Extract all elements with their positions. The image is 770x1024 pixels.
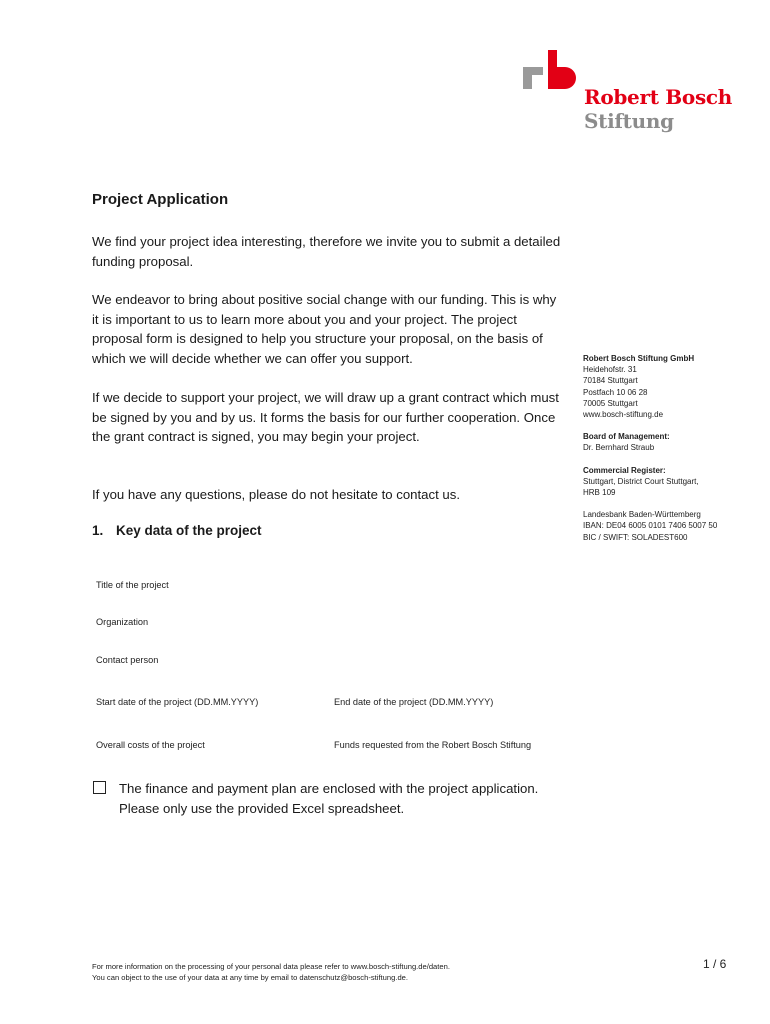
website-text: www.bosch-stiftung.de <box>583 410 664 420</box>
foundation-logo <box>521 50 736 135</box>
logo-name: Robert Bosch <box>584 85 733 109</box>
register-label: Commercial Register: <box>583 465 666 475</box>
logo-mark-r-stem <box>523 67 532 89</box>
spacer <box>583 454 758 465</box>
section-number: 1. <box>92 523 104 538</box>
bank-line: BIC / SWIFT: SOLADEST600 <box>583 532 688 542</box>
intro-paragraph: We find your project idea interesting, therefore we invite you to submit a detailed funding proposal. <box>92 234 561 269</box>
management-name: Dr. Bernhard Straub <box>583 443 655 453</box>
bank-line: IBAN: DE04 6005 0101 7406 5007 50 <box>583 521 718 531</box>
section-heading <box>92 523 262 538</box>
logo-subtitle: Stiftung <box>584 109 674 133</box>
company-info-sidebar <box>583 353 758 543</box>
management-label: Board of Management: <box>583 432 670 442</box>
register-line: Stuttgart, District Court Stuttgart, <box>583 476 699 486</box>
project-title-field[interactable]: Title of the project <box>96 580 169 590</box>
mission-paragraph: We endeavor to bring about positive social change with our funding. This is why it is important to us to learn more about you and your project. The project proposal form is designed to help you structure your proposal, on the basis of which we will decide whether we can offer you support. <box>92 292 557 366</box>
footer-line-2: You can object to the use of your data at any time by email to datenschutz@bosch-stiftung.de. <box>92 972 409 982</box>
logo-mark-r-arm <box>532 67 543 75</box>
funds-requested-field[interactable]: Funds requested from the Robert Bosch Stiftung <box>334 740 532 750</box>
logo-mark-b-bowl <box>557 67 576 89</box>
address-line: Heidehofstr. 31 <box>583 365 637 375</box>
spacer <box>583 498 758 509</box>
logo-mark-b-stem <box>548 50 557 89</box>
page-title: Project Application <box>92 191 229 208</box>
finance-plan-checkbox[interactable] <box>93 781 106 794</box>
end-date-field[interactable]: End date of the project (DD.MM.YYYY) <box>334 697 494 707</box>
overall-costs-field[interactable]: Overall costs of the project <box>96 740 205 750</box>
contact-person-field[interactable]: Contact person <box>96 655 159 665</box>
grant-contract-paragraph: If we decide to support your project, we will draw up a grant contract which must be signed by you and by us. It forms the basis for our further cooperation. Once the grant contract is signed, you may begin your project. <box>92 390 559 444</box>
section-title: Key data of the project <box>116 523 262 538</box>
bank-line: Landesbank Baden-Württemberg <box>583 510 701 520</box>
page-indicator: 1 / 6 <box>703 957 727 971</box>
rb-logo-mark <box>521 50 577 90</box>
footer-line-1: For more information on the processing of your personal data please refer to www.bosch-stiftung.de/daten. <box>92 962 450 971</box>
spacer <box>583 420 758 431</box>
company-name: Robert Bosch Stiftung GmbH <box>583 354 695 363</box>
contact-paragraph: If you have any questions, please do not hesitate to contact us. <box>92 487 461 502</box>
start-date-field[interactable]: Start date of the project (DD.MM.YYYY) <box>96 697 259 707</box>
organization-field[interactable]: Organization <box>96 617 149 627</box>
finance-plan-checkbox-label: The finance and payment plan are enclosed with the project application. Please only use the provided Excel spreadsheet. <box>119 781 539 816</box>
privacy-footer <box>92 962 450 983</box>
register-line: HRB 109 <box>583 488 616 498</box>
address-line: 70184 Stuttgart <box>583 376 638 386</box>
address-line: Postfach 10 06 28 <box>583 387 648 397</box>
address-line: 70005 Stuttgart <box>583 398 638 408</box>
